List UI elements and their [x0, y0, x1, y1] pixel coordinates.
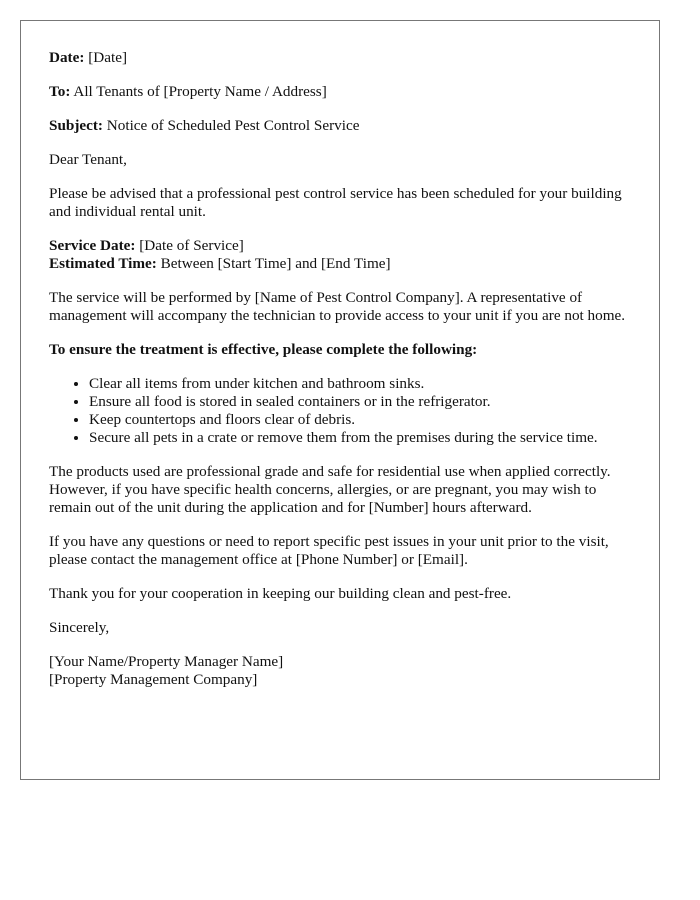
- list-item: • Keep countertops and floors clear of debris.: [89, 411, 631, 429]
- estimated-time-label: Estimated Time:: [49, 255, 157, 272]
- checklist: [49, 375, 631, 447]
- estimated-time-value: Between [Start Time] and [End Time]: [160, 255, 391, 272]
- thanks-paragraph: Thank you for your cooperation in keeping our building clean and pest-free.: [49, 585, 512, 602]
- salutation: Dear Tenant,: [49, 151, 127, 168]
- list-item: • Clear all items from under kitchen and bathroom sinks.: [89, 375, 631, 393]
- estimated-time-line: [49, 255, 631, 273]
- service-date-value: [Date of Service]: [139, 237, 244, 254]
- contact-paragraph: If you have any questions or need to report specific pest issues in your unit prior to the visit, please contact the management office at [Phone Number] or [Email].: [49, 533, 609, 568]
- letter-page: [20, 20, 660, 780]
- performer-paragraph: The service will be performed by [Name of Pest Control Company]. A representative of management will accompany the technician to provide access to your unit if you are not home.: [49, 289, 626, 324]
- date-line: [49, 49, 631, 67]
- checklist-heading: [49, 341, 631, 359]
- recipient-line: [49, 83, 631, 101]
- signature-company: [Property Management Company]: [49, 671, 258, 688]
- list-item: • Secure all pets in a crate or remove them from the premises during the service time.: [89, 429, 631, 447]
- subject-value: Notice of Scheduled Pest Control Service: [106, 117, 360, 134]
- date-label: Date:: [49, 49, 85, 66]
- checklist-heading-text: To ensure the treatment is effective, please complete the following:: [49, 341, 478, 358]
- list-item: • Ensure all food is stored in sealed containers or in the refrigerator.: [89, 393, 631, 411]
- signature-name: [Your Name/Property Manager Name]: [49, 653, 284, 670]
- safety-paragraph: The products used are professional grade and safe for residential use when applied correctly. However, if you have specific health concerns, allergies, or are pregnant, you may wish to remain out of the unit during the application and for [Number] hours afterward.: [49, 463, 611, 516]
- service-date-line: [49, 237, 631, 255]
- service-date-label: Service Date:: [49, 237, 136, 254]
- recipient-label: To:: [49, 83, 71, 100]
- intro-paragraph: Please be advised that a professional pest control service has been scheduled for your building and individual rental unit.: [49, 185, 622, 220]
- closing: Sincerely,: [49, 619, 110, 636]
- date-value: [Date]: [88, 49, 128, 66]
- recipient-value: All Tenants of [Property Name / Address]: [73, 83, 327, 100]
- subject-label: Subject:: [49, 117, 103, 134]
- subject-line: [49, 117, 631, 135]
